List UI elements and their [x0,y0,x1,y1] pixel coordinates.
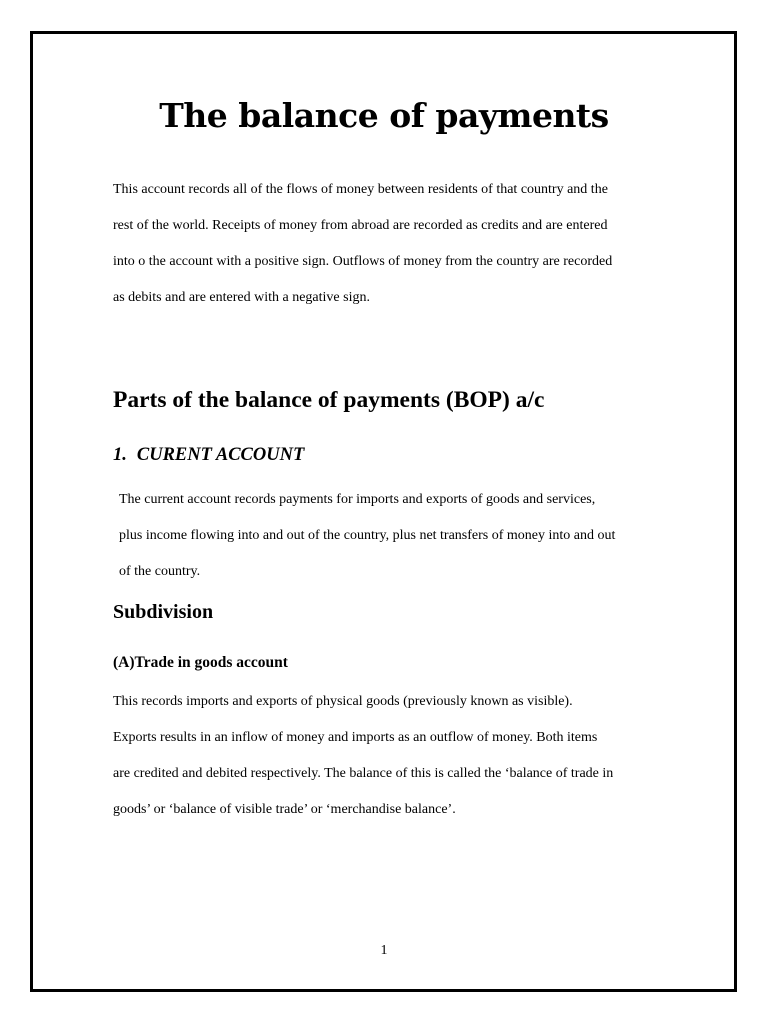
current-account-line: plus income flowing into and out of the country, plus net transfers of money into and out [119,528,616,543]
intro-line: into o the account with a positive sign. Outflows of money from the country are recorded [113,254,613,269]
trade-in-goods-line: Exports results in an inflow of money and imports as an outflow of money. Both items [113,730,598,745]
trade-in-goods-heading: (A)Trade in goods account [113,654,288,671]
trade-in-goods-line: This records imports and exports of physical goods (previously known as visible). [113,694,573,709]
subdivision-heading: Subdivision [113,601,214,623]
trade-in-goods-paragraph [113,684,658,828]
parts-heading: Parts of the balance of payments (BOP) a/c [113,387,545,413]
page-number: 1 [380,943,388,958]
current-account-heading [113,440,304,470]
current-account-line: The current account records payments for imports and exports of goods and services, [119,492,596,507]
current-account-line: of the country. [119,564,201,579]
intro-line: This account records all of the flows of money between residents of that country and the [113,182,608,197]
intro-line: rest of the world. Receipts of money from abroad are recorded as credits and are entered [113,218,608,233]
trade-in-goods-line: are credited and debited respectively. The balance of this is called the ‘balance of trade in [113,766,614,781]
document-title: The balance of payments [159,96,609,135]
current-account-paragraph [119,482,664,590]
trade-in-goods-line: goods’ or ‘balance of visible trade’ or ‘merchandise balance’. [113,802,456,817]
current-account-number: 1. [113,445,127,465]
intro-paragraph [113,172,658,316]
current-account-title: CURENT ACCOUNT [136,445,305,465]
intro-line: as debits and are entered with a negative sign. [113,290,370,305]
